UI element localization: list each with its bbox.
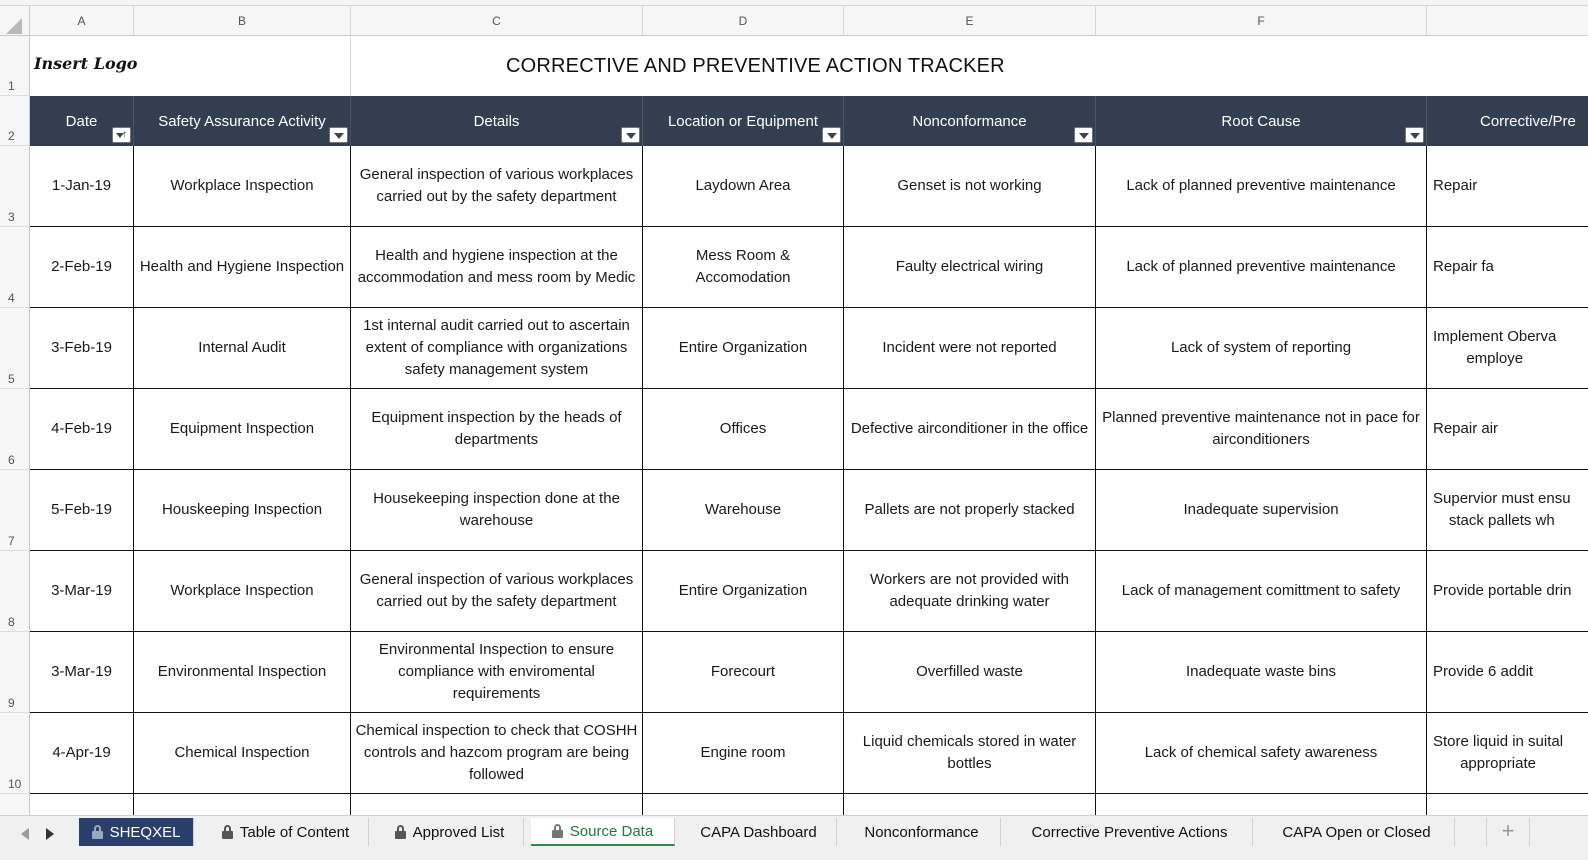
prev-sheet-icon[interactable] <box>21 828 29 840</box>
details-cell-text: General inspection of various workplaces carried out by the safety department <box>359 166 634 205</box>
date-cell-text: 5-Feb-19 <box>51 501 112 518</box>
header-location[interactable] <box>643 96 844 146</box>
activity-cell[interactable] <box>134 389 351 470</box>
row-header-1[interactable] <box>0 36 30 96</box>
column-header-f[interactable]: F <box>1096 6 1427 36</box>
date-cell[interactable] <box>30 389 134 470</box>
plus-icon: + <box>1501 818 1515 843</box>
location-cell[interactable] <box>643 470 844 551</box>
row-header-2[interactable] <box>0 96 30 146</box>
nonconformance-cell[interactable] <box>844 146 1096 227</box>
column-header-b[interactable]: B <box>134 6 351 36</box>
date-cell[interactable] <box>30 632 134 713</box>
date-cell[interactable] <box>30 551 134 632</box>
root-cause-cell-text: Lack of planned preventive maintenance <box>1126 258 1396 275</box>
corrective-cell-text: Supervior must ensu stack pallets wh <box>1433 490 1571 529</box>
root-cause-cell-text: Inadequate waste bins <box>1185 663 1337 680</box>
corrective-cell-text: Store liquid in suital appropriate <box>1433 733 1564 772</box>
root-cause-cell[interactable] <box>1096 632 1427 713</box>
corrective-cell-text: Implement Oberva employe <box>1433 328 1557 367</box>
activity-cell-text: Environmental Inspection <box>157 663 327 680</box>
filter-dropdown-button[interactable] <box>1405 127 1424 143</box>
column-header-a[interactable]: A <box>30 6 134 36</box>
location-cell-text: Forecourt <box>710 663 776 680</box>
dropdown-arrow-icon <box>334 133 344 139</box>
location-cell[interactable] <box>643 713 844 794</box>
corrective-cell-text: Repair fa <box>1433 258 1494 275</box>
row-header-11[interactable] <box>0 794 30 815</box>
details-cell[interactable] <box>351 551 643 632</box>
corrective-cell[interactable] <box>1427 470 1588 551</box>
root-cause-cell[interactable] <box>1096 227 1427 308</box>
nonconformance-cell-text: Pallets are not properly stacked <box>864 501 1075 518</box>
location-cell[interactable] <box>643 551 844 632</box>
nonconformance-cell-text: Genset is not working <box>897 177 1042 194</box>
corrective-cell[interactable] <box>1427 713 1588 794</box>
nonconformance-cell[interactable] <box>844 308 1096 389</box>
activity-cell[interactable] <box>134 632 351 713</box>
row-number: 5 <box>8 372 15 386</box>
row-number: 4 <box>8 291 15 305</box>
row-header-9[interactable] <box>0 632 30 713</box>
tab-label: CAPA Dashboard <box>700 823 817 841</box>
row-number: 2 <box>8 129 15 143</box>
row-number: 1 <box>8 79 15 93</box>
corrective-cell[interactable] <box>1427 146 1588 227</box>
details-cell-text: Environmental Inspection to ensure compliance with enviromental requirements <box>378 641 615 702</box>
row-header-10[interactable] <box>0 713 30 794</box>
tab-approved-list[interactable] <box>376 818 524 846</box>
nonconformance-cell-text: Liquid chemicals stored in water bottles <box>862 733 1077 772</box>
corrective-cell-text: Provide 6 addit <box>1433 663 1534 680</box>
tab-sheqxel[interactable] <box>79 818 194 846</box>
header-date-label: Date <box>65 113 98 130</box>
tab-label: Source Data <box>569 822 654 840</box>
details-cell-text: Health and hygiene inspection at the accommodation and mess room by Medic <box>357 247 636 286</box>
details-cell[interactable] <box>351 308 643 389</box>
activity-cell[interactable] <box>134 308 351 389</box>
root-cause-cell-text: Planned preventive maintenance not in pace for airconditioners <box>1102 409 1420 448</box>
nonconformance-cell-text: Incident were not reported <box>882 339 1057 356</box>
date-cell[interactable] <box>30 308 134 389</box>
nonconformance-cell[interactable] <box>844 632 1096 713</box>
tab-label: Table of Content <box>239 823 350 841</box>
page-title: CORRECTIVE AND PREVENTIVE ACTION TRACKER <box>506 55 1005 77</box>
activity-cell[interactable] <box>134 470 351 551</box>
root-cause-cell-text: Inadequate supervision <box>1183 501 1339 518</box>
add-sheet-button[interactable] <box>1486 818 1530 846</box>
nonconformance-cell-text: Defective airconditioner in the office <box>850 420 1089 437</box>
corrective-cell[interactable] <box>1427 551 1588 632</box>
location-cell[interactable] <box>643 632 844 713</box>
sort-ascending-icon: ↑ <box>122 129 127 140</box>
details-cell-text: Housekeeping inspection done at the warehouse <box>373 490 620 529</box>
date-cell-text: 1-Jan-19 <box>51 177 112 194</box>
tab-label: Nonconformance <box>864 823 979 841</box>
location-cell-text: Laydown Area <box>695 177 791 194</box>
lock-icon <box>395 825 406 839</box>
logo-placeholder: Insert Logo <box>34 54 138 73</box>
header-corrective-label: Corrective/Pre <box>1480 113 1576 130</box>
row-header-8[interactable] <box>0 551 30 632</box>
root-cause-cell-text: Lack of management comittment to safety <box>1121 582 1401 599</box>
details-cell-text: 1st internal audit carried out to ascertain extent of compliance with organizations safety management system <box>363 317 630 378</box>
details-cell-text: Chemical inspection to check that COSHH controls and hazcom program are being followed <box>355 722 638 783</box>
root-cause-cell-text: Lack of chemical safety awareness <box>1144 744 1378 761</box>
row-header-7[interactable] <box>0 470 30 551</box>
activity-cell[interactable] <box>134 551 351 632</box>
tab-label: SHEQXEL <box>109 823 181 841</box>
row-number: 7 <box>8 534 15 548</box>
root-cause-cell[interactable] <box>1096 713 1427 794</box>
details-cell[interactable] <box>351 227 643 308</box>
row-header-5[interactable] <box>0 308 30 389</box>
details-cell[interactable] <box>351 713 643 794</box>
location-cell[interactable] <box>643 308 844 389</box>
row-header-3[interactable] <box>0 146 30 227</box>
activity-cell-text: Internal Audit <box>198 339 286 356</box>
filter-dropdown-button[interactable] <box>1074 127 1093 143</box>
nonconformance-cell[interactable] <box>844 551 1096 632</box>
date-cell-text: 4-Apr-19 <box>52 744 111 761</box>
row-number: 6 <box>8 453 15 467</box>
root-cause-cell[interactable] <box>1096 794 1427 815</box>
nonconformance-cell[interactable] <box>844 227 1096 308</box>
nonconformance-cell-text: Faulty electrical wiring <box>895 258 1044 275</box>
row-number: 10 <box>8 777 22 791</box>
filter-dropdown-button[interactable] <box>621 127 640 143</box>
lock-icon <box>92 825 103 839</box>
activity-cell[interactable] <box>134 227 351 308</box>
location-cell[interactable] <box>643 794 844 815</box>
tab-corrective-preventive-actions[interactable] <box>1007 818 1253 846</box>
dropdown-arrow-icon <box>827 133 837 139</box>
corrective-cell[interactable] <box>1427 632 1588 713</box>
header-location-label: Location or Equipment <box>667 113 819 130</box>
select-all-corner[interactable] <box>0 6 30 36</box>
nonconformance-cell-text: Overfilled waste <box>916 663 1023 680</box>
date-cell-text: 3-Mar-19 <box>51 582 112 599</box>
root-cause-cell[interactable] <box>1096 146 1427 227</box>
activity-cell-text: Houskeeping Inspection <box>161 501 323 518</box>
header-nonconformance[interactable] <box>844 96 1096 146</box>
header-root-cause[interactable] <box>1096 96 1427 146</box>
title-cell[interactable] <box>351 36 1588 96</box>
activity-cell-text: Workplace Inspection <box>170 582 314 599</box>
location-cell-text: Warehouse <box>704 501 782 518</box>
location-cell-text: Entire Organization <box>678 582 808 599</box>
column-header-g[interactable] <box>1427 6 1588 36</box>
date-cell-text: 3-Mar-19 <box>51 663 112 680</box>
activity-cell-text: Chemical Inspection <box>174 744 310 761</box>
activity-cell-text: Workplace Inspection <box>170 177 314 194</box>
date-cell-text: 4-Feb-19 <box>51 420 112 437</box>
activity-cell-text: Equipment Inspection <box>169 420 315 437</box>
date-cell[interactable] <box>30 713 134 794</box>
column-header-d[interactable]: D <box>643 6 844 36</box>
tab-label: Corrective Preventive Actions <box>1031 823 1228 841</box>
date-cell[interactable] <box>30 470 134 551</box>
location-cell-text: Engine room <box>700 744 786 761</box>
corrective-cell-text: Repair air <box>1433 420 1499 437</box>
corrective-cell-text: Repair <box>1433 177 1478 194</box>
details-cell[interactable] <box>351 146 643 227</box>
row-header-4[interactable] <box>0 227 30 308</box>
root-cause-cell[interactable] <box>1096 470 1427 551</box>
tab-label: Approved List <box>412 823 505 841</box>
next-sheet-icon[interactable] <box>46 828 54 840</box>
corrective-cell[interactable] <box>1427 227 1588 308</box>
location-cell[interactable] <box>643 227 844 308</box>
nonconformance-cell[interactable] <box>844 389 1096 470</box>
tab-label: CAPA Open or Closed <box>1282 823 1431 841</box>
column-header-e[interactable]: E <box>844 6 1096 36</box>
column-header-c[interactable]: C <box>351 6 643 36</box>
corrective-cell-text: Provide portable drin <box>1433 582 1572 599</box>
root-cause-cell[interactable] <box>1096 551 1427 632</box>
tab-source-data[interactable] <box>531 818 675 846</box>
corrective-cell[interactable] <box>1427 389 1588 470</box>
tab-nonconformance[interactable] <box>843 818 1001 846</box>
location-cell-text: Offices <box>719 420 767 437</box>
details-cell[interactable] <box>351 794 643 815</box>
root-cause-cell[interactable] <box>1096 389 1427 470</box>
tab-capa-open-or-closed[interactable] <box>1259 818 1455 846</box>
tab-table-of-content[interactable] <box>203 818 369 846</box>
row-number: 3 <box>8 210 15 224</box>
tab-capa-dashboard[interactable] <box>681 818 837 846</box>
dropdown-arrow-icon <box>1410 133 1420 139</box>
header-details[interactable] <box>351 96 643 146</box>
root-cause-cell-text: Lack of planned preventive maintenance <box>1126 177 1396 194</box>
location-cell[interactable] <box>643 146 844 227</box>
header-activity-label: Safety Assurance Activity <box>158 113 326 130</box>
header-date[interactable] <box>30 96 134 146</box>
sort-filter-button[interactable] <box>112 127 131 143</box>
header-activity[interactable] <box>134 96 351 146</box>
nonconformance-cell[interactable] <box>844 713 1096 794</box>
row-number: 8 <box>8 615 15 629</box>
nonconformance-cell[interactable] <box>844 470 1096 551</box>
details-cell[interactable] <box>351 470 643 551</box>
root-cause-cell[interactable] <box>1096 308 1427 389</box>
lock-icon <box>222 825 233 839</box>
details-cell[interactable] <box>351 389 643 470</box>
lock-icon <box>552 824 563 838</box>
header-nonconformance-label: Nonconformance <box>912 113 1027 130</box>
logo-cell[interactable] <box>30 36 351 96</box>
header-corrective[interactable] <box>1427 96 1588 146</box>
filter-dropdown-button[interactable] <box>822 127 841 143</box>
filter-dropdown-button[interactable] <box>329 127 348 143</box>
corrective-cell[interactable] <box>1427 308 1588 389</box>
location-cell-text: Entire Organization <box>678 339 808 356</box>
select-all-icon <box>6 18 22 34</box>
activity-cell-text: Health and Hygiene Inspection <box>139 258 345 275</box>
activity-cell[interactable] <box>134 794 351 815</box>
corrective-cell[interactable] <box>1427 794 1588 815</box>
activity-cell[interactable] <box>134 713 351 794</box>
date-cell-text: 2-Feb-19 <box>51 258 112 275</box>
details-cell[interactable] <box>351 632 643 713</box>
details-cell-text: General inspection of various workplaces carried out by the safety department <box>359 571 634 610</box>
header-details-label: Details <box>473 113 520 130</box>
sheet-tab-bar <box>0 815 1588 860</box>
nonconformance-cell[interactable] <box>844 794 1096 815</box>
row-header-6[interactable] <box>0 389 30 470</box>
header-root-cause-label: Root Cause <box>1221 113 1301 130</box>
date-cell[interactable] <box>30 227 134 308</box>
root-cause-cell-text: Lack of system of reporting <box>1170 339 1352 356</box>
location-cell-text: Mess Room & Accomodation <box>695 247 791 286</box>
location-cell[interactable] <box>643 389 844 470</box>
row-number: 9 <box>8 696 15 710</box>
dropdown-arrow-icon <box>1079 133 1089 139</box>
activity-cell[interactable] <box>134 146 351 227</box>
nonconformance-cell-text: Workers are not provided with adequate drinking water <box>870 571 1069 610</box>
details-cell-text: Equipment inspection by the heads of departments <box>371 409 622 448</box>
date-cell-text: 3-Feb-19 <box>51 339 112 356</box>
date-cell[interactable] <box>30 146 134 227</box>
date-cell[interactable] <box>30 794 134 815</box>
dropdown-arrow-icon <box>626 133 636 139</box>
